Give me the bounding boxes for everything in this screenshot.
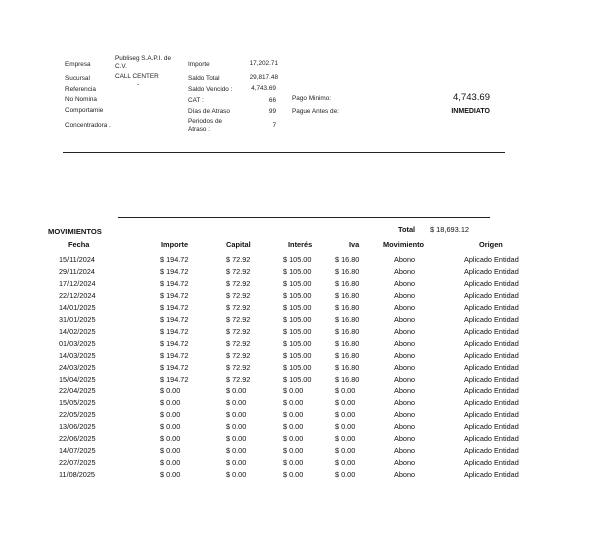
fecha-cell: 22/05/2025: [59, 410, 96, 420]
movimiento-cell: Abono: [394, 255, 416, 264]
iva-cell: $ 16.80: [335, 255, 360, 264]
fecha-cell: 14/03/2025: [59, 350, 96, 360]
periodos-atraso-label-line2: Atraso :: [188, 126, 211, 133]
importe-cell: $ 194.72: [160, 302, 189, 312]
origen-cell: Aplicado Entidad: [464, 290, 519, 300]
no-nomina-label: No Nomina: [65, 96, 97, 103]
interes-cell: $ 105.00: [283, 255, 312, 264]
iva-cell: $ 0.00: [335, 446, 356, 456]
movimiento-cell: Abono: [394, 290, 416, 300]
iva-cell: $ 16.80: [335, 350, 360, 360]
table-row: [0, 279, 589, 291]
origen-cell: Aplicado Entidad: [464, 446, 519, 456]
capital-cell: $ 72.92: [226, 302, 251, 312]
fecha-cell: 31/01/2025: [59, 314, 96, 324]
origen-cell: Aplicado Entidad: [464, 362, 519, 372]
interes-cell: $ 0.00: [283, 410, 304, 420]
interes-cell: $ 0.00: [283, 434, 304, 444]
origen-cell: Aplicado Entidad: [464, 434, 519, 444]
capital-cell: $ 72.92: [226, 314, 251, 324]
sucursal-label: Sucursal: [65, 75, 90, 82]
origen-cell: Aplicado Entidad: [464, 422, 519, 432]
column-header-movimiento: Movimiento: [383, 240, 425, 249]
interes-cell: $ 105.00: [283, 302, 312, 312]
iva-cell: $ 0.00: [335, 386, 356, 396]
fecha-cell: 22/04/2025: [59, 386, 96, 396]
capital-cell: $ 72.92: [226, 278, 251, 288]
table-row: [0, 291, 589, 303]
interes-cell: $ 0.00: [283, 398, 304, 408]
periodos-atraso-label-line1: Periodos de: [188, 118, 223, 125]
column-header-iva: Iva: [349, 240, 360, 249]
iva-cell: $ 16.80: [335, 314, 360, 324]
interes-cell: $ 0.00: [283, 458, 304, 468]
capital-cell: $ 0.00: [226, 470, 247, 480]
cat-value: 66: [268, 97, 276, 104]
column-header-fecha: Fecha: [68, 240, 90, 249]
dias-atraso-label: Días de Atraso: [188, 108, 230, 115]
capital-cell: $ 72.92: [226, 362, 251, 372]
column-header-capital: Capital: [226, 240, 251, 249]
iva-cell: $ 16.80: [335, 290, 360, 300]
interes-cell: $ 105.00: [283, 326, 312, 336]
capital-cell: $ 72.92: [226, 290, 251, 300]
table-row: [0, 386, 589, 398]
empresa-value-line2: C.V.: [115, 63, 127, 70]
table-row: [0, 327, 589, 339]
importe-cell: $ 194.72: [160, 278, 189, 288]
table-row: [0, 410, 589, 422]
capital-cell: $ 72.92: [226, 255, 251, 264]
iva-cell: $ 0.00: [335, 410, 356, 420]
origen-cell: Aplicado Entidad: [464, 326, 519, 336]
table-row: [0, 351, 589, 363]
column-header-interes: Interés: [288, 240, 313, 249]
iva-cell: $ 16.80: [335, 338, 360, 348]
fecha-cell: 29/11/2024: [59, 266, 95, 276]
concentradora-label: Concentradora .: [65, 122, 111, 129]
interes-cell: $ 105.00: [283, 338, 312, 348]
dias-atraso-value: 99: [268, 108, 276, 115]
importe-cell: $ 0.00: [160, 446, 181, 456]
table-row: [0, 398, 589, 410]
movimientos-divider: [118, 217, 490, 218]
total-value: $ 18,693.12: [430, 225, 470, 234]
fecha-cell: 14/01/2025: [59, 302, 96, 312]
origen-cell: Aplicado Entidad: [464, 386, 519, 396]
capital-cell: $ 72.92: [226, 338, 251, 348]
importe-cell: $ 194.72: [160, 290, 189, 300]
fecha-cell: 15/05/2025: [59, 398, 96, 408]
importe-cell: $ 194.72: [160, 350, 189, 360]
iva-cell: $ 0.00: [335, 398, 356, 408]
movimiento-cell: Abono: [394, 386, 416, 396]
movimiento-cell: Abono: [394, 458, 416, 468]
movimiento-cell: Abono: [394, 266, 416, 276]
referencia-label: Referencia: [65, 86, 96, 93]
table-row: [0, 375, 589, 387]
origen-cell: Aplicado Entidad: [464, 470, 519, 480]
pago-minimo-label: Pago Minimo:: [292, 95, 332, 102]
movimiento-cell: Abono: [394, 302, 416, 312]
saldo-total-label: Saldo Total: [188, 75, 220, 82]
interes-cell: $ 105.00: [283, 374, 312, 384]
cat-label: CAT :: [188, 97, 204, 104]
capital-cell: $ 0.00: [226, 410, 247, 420]
capital-cell: $ 0.00: [226, 422, 247, 432]
movimiento-cell: Abono: [394, 410, 416, 420]
importe-value: 17,202.71: [249, 60, 278, 67]
saldo-vencido-label: Saldo Vencido :: [188, 86, 233, 93]
importe-cell: $ 0.00: [160, 386, 181, 396]
pague-antes-value: INMEDIATO: [451, 108, 490, 115]
summary-divider: [63, 152, 505, 153]
iva-cell: $ 16.80: [335, 302, 360, 312]
comportamie-label: Comportamie: [65, 107, 104, 114]
origen-cell: Aplicado Entidad: [464, 314, 519, 324]
fecha-cell: 14/07/2025: [59, 446, 96, 456]
table-row: [0, 434, 589, 446]
movimiento-cell: Abono: [394, 470, 416, 480]
movimiento-cell: Abono: [394, 278, 416, 288]
sucursal-value: CALL CENTER: [115, 73, 159, 80]
movimiento-cell: Abono: [394, 314, 416, 324]
movimiento-cell: Abono: [394, 326, 416, 336]
interes-cell: $ 105.00: [283, 266, 312, 276]
origen-cell: Aplicado Entidad: [464, 266, 519, 276]
table-row: [0, 363, 589, 375]
periodos-atraso-value: 7: [272, 122, 276, 129]
column-header-origen: Origen: [479, 240, 503, 249]
interes-cell: $ 105.00: [283, 350, 312, 360]
iva-cell: $ 16.80: [335, 374, 360, 384]
importe-cell: $ 0.00: [160, 458, 181, 468]
column-header-importe: Importe: [161, 240, 189, 249]
fecha-cell: 15/04/2025: [59, 374, 96, 384]
interes-cell: $ 0.00: [283, 386, 304, 396]
origen-cell: Aplicado Entidad: [464, 410, 519, 420]
fecha-cell: 01/03/2025: [59, 338, 96, 348]
capital-cell: $ 72.92: [226, 266, 251, 276]
origen-cell: Aplicado Entidad: [464, 374, 519, 384]
movimiento-cell: Abono: [394, 446, 416, 456]
importe-cell: $ 194.72: [160, 314, 189, 324]
importe-cell: $ 0.00: [160, 434, 181, 444]
fecha-cell: 14/02/2025: [59, 326, 96, 336]
interes-cell: $ 105.00: [283, 278, 312, 288]
movimiento-cell: Abono: [394, 422, 416, 432]
interes-cell: $ 0.00: [283, 422, 304, 432]
table-row: [0, 255, 589, 267]
iva-cell: $ 16.80: [335, 362, 360, 372]
table-row: [0, 422, 589, 434]
interes-cell: $ 105.00: [283, 314, 312, 324]
movimiento-cell: Abono: [394, 338, 416, 348]
table-row: [0, 458, 589, 470]
importe-cell: $ 194.72: [160, 374, 189, 384]
table-row: [0, 267, 589, 279]
origen-cell: Aplicado Entidad: [464, 458, 519, 468]
fecha-cell: 22/06/2025: [59, 434, 96, 444]
capital-cell: $ 72.92: [226, 374, 251, 384]
saldo-total-value: 29,817.48: [249, 74, 278, 81]
importe-cell: $ 194.72: [160, 255, 189, 264]
iva-cell: $ 0.00: [335, 434, 356, 444]
capital-cell: $ 0.00: [226, 458, 247, 468]
iva-cell: $ 0.00: [335, 470, 356, 480]
origen-cell: Aplicado Entidad: [464, 302, 519, 312]
origen-cell: Aplicado Entidad: [464, 255, 519, 264]
interes-cell: $ 0.00: [283, 470, 304, 480]
origen-cell: Aplicado Entidad: [464, 278, 519, 288]
importe-cell: $ 194.72: [160, 266, 189, 276]
iva-cell: $ 0.00: [335, 458, 356, 468]
importe-label: Importe: [188, 61, 210, 68]
fecha-cell: 22/12/2024: [59, 290, 96, 300]
table-row: [0, 470, 589, 482]
importe-cell: $ 194.72: [160, 338, 189, 348]
iva-cell: $ 16.80: [335, 266, 360, 276]
movimientos-title: MOVIMIENTOS: [48, 227, 102, 236]
movimiento-cell: Abono: [394, 434, 416, 444]
interes-cell: $ 105.00: [283, 290, 312, 300]
capital-cell: $ 0.00: [226, 398, 247, 408]
interes-cell: $ 105.00: [283, 362, 312, 372]
fecha-cell: 15/11/2024: [59, 255, 95, 264]
movimiento-cell: Abono: [394, 350, 416, 360]
capital-cell: $ 0.00: [226, 386, 247, 396]
fecha-cell: 11/08/2025: [59, 470, 95, 480]
table-row: [0, 315, 589, 327]
importe-cell: $ 0.00: [160, 398, 181, 408]
importe-cell: $ 0.00: [160, 470, 181, 480]
importe-cell: $ 194.72: [160, 326, 189, 336]
origen-cell: Aplicado Entidad: [464, 350, 519, 360]
pago-minimo-value: 4,743.69: [453, 92, 490, 103]
capital-cell: $ 72.92: [226, 326, 251, 336]
fecha-cell: 24/03/2025: [59, 362, 96, 372]
fecha-cell: 22/07/2025: [59, 458, 96, 468]
iva-cell: $ 0.00: [335, 422, 356, 432]
saldo-vencido-value: 4,743.69: [251, 85, 276, 92]
iva-cell: $ 16.80: [335, 278, 360, 288]
empresa-label: Empresa: [65, 61, 91, 68]
pague-antes-label: Pague Antes de:: [292, 108, 339, 115]
table-row: [0, 446, 589, 458]
capital-cell: $ 0.00: [226, 434, 247, 444]
fecha-cell: 17/12/2024: [59, 278, 96, 288]
movimiento-cell: Abono: [394, 374, 416, 384]
movimiento-cell: Abono: [394, 362, 416, 372]
capital-cell: $ 0.00: [226, 446, 247, 456]
interes-cell: $ 0.00: [283, 446, 304, 456]
table-row: [0, 303, 589, 315]
referencia-value: -: [137, 81, 140, 88]
empresa-value-line1: Publiseg S.A.P.I. de: [115, 55, 172, 62]
capital-cell: $ 72.92: [226, 350, 251, 360]
total-label: Total: [398, 225, 416, 234]
fecha-cell: 13/06/2025: [59, 422, 96, 432]
importe-cell: $ 194.72: [160, 362, 189, 372]
importe-cell: $ 0.00: [160, 422, 181, 432]
origen-cell: Aplicado Entidad: [464, 398, 519, 408]
origen-cell: Aplicado Entidad: [464, 338, 519, 348]
movimiento-cell: Abono: [394, 398, 416, 408]
table-row: [0, 339, 589, 351]
iva-cell: $ 16.80: [335, 326, 360, 336]
importe-cell: $ 0.00: [160, 410, 181, 420]
